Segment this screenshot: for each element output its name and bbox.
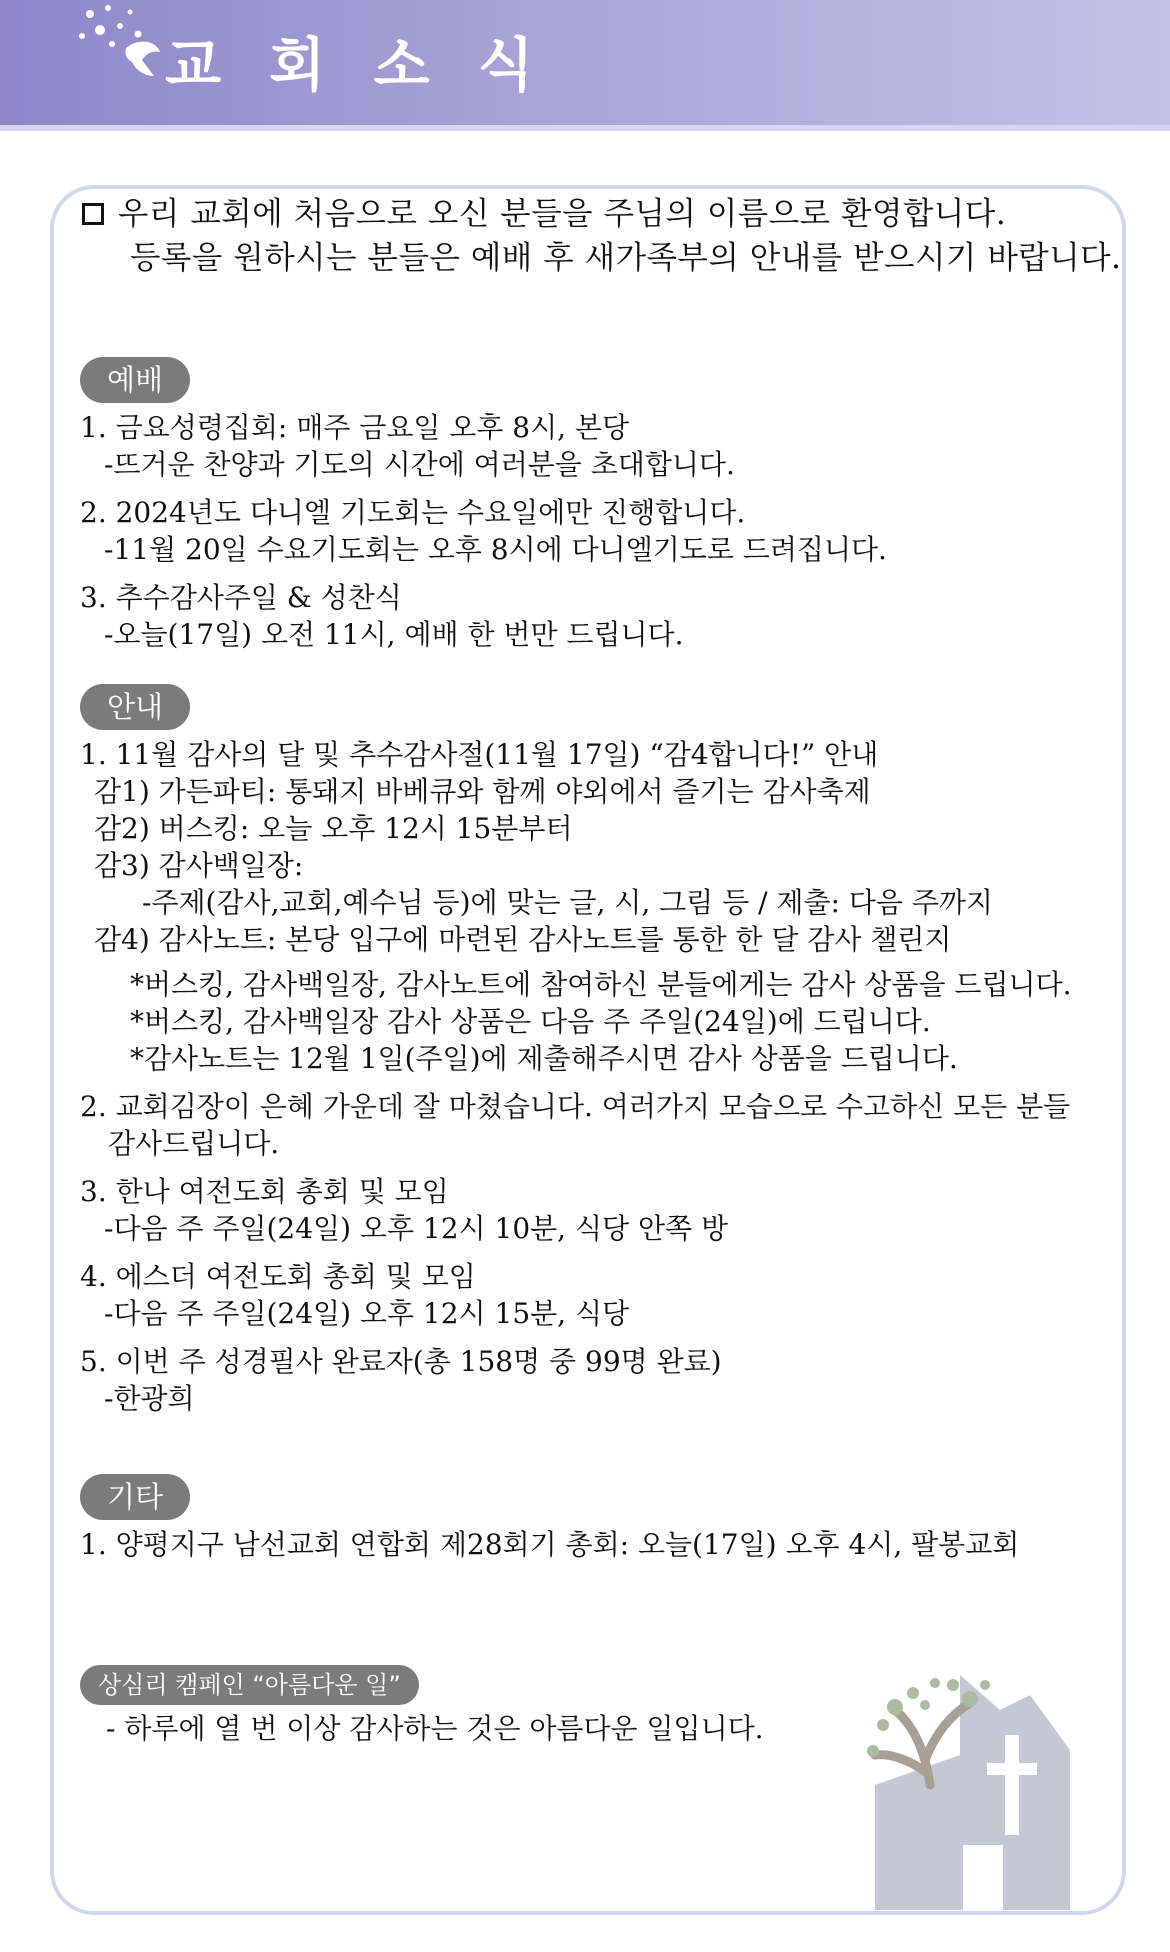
welcome-line-2: 등록을 원하시는 분들은 예배 후 새가족부의 안내를 받으시기 바랍니다. [130,240,1122,276]
welcome-message [82,192,1142,280]
worship-label: 예배 [80,357,190,403]
worship-item: 2. 2024년도 다니엘 기도회는 수요일에만 진행합니다. -11월 20일 수요기도회는 오후 8시에 다니엘기도로 드려집니다. [80,496,887,566]
etc-label: 기타 [80,1474,190,1520]
info-item: 5. 이번 주 성경필사 완료자(총 158명 중 99명 완료) -한광희 [80,1345,722,1415]
header-banner [0,0,1170,131]
info-label: 안내 [80,684,190,730]
worship-item: 3. 추수감사주일 & 성찬식 -오늘(17일) 오전 11시, 예배 한 번만 드립니다. [80,581,684,651]
info-item: 3. 한나 여전도회 총회 및 모임 -다음 주 주일(24일) 오후 12시 10분, 식당 안쪽 방 [80,1175,729,1245]
welcome-line-1: 우리 교회에 처음으로 오신 분들을 주님의 이름으로 환영합니다. [82,192,1142,236]
worship-item: 1. 금요성령집회: 매주 금요일 오후 8시, 본당 -뜨거운 찬양과 기도의 시간에 여러분을 초대합니다. [80,411,735,481]
page-title: 교 회 소 식 [165,31,548,99]
sparkle-dove-icon [38,0,168,110]
checkbox-square-icon [82,203,104,225]
info-section [80,684,1110,1428]
etc-section [80,1474,1110,1574]
info-item: 2. 교회김장이 은혜 가운데 잘 마쳤습니다. 여러가지 모습으로 수고하신 모든 분들 감사드립니다. [80,1090,1071,1160]
info-item: 1. 11월 감사의 달 및 추수감사절(11월 17일) “감4합니다!” 안내 감1) 가든파티: 통돼지 바베큐와 함께 야외에서 즐기는 감사축제 감2) 버스킹: 오늘 오후 12시 15분부터 감3) 감사백일장: -주제(감사,교회,예수님 등)에 맞는 글, 시, 그림 등 / 제출: 다음 주까지 감4) 감사노트: 본당 입구에 마련된 감사노트를 통한 한 달 감사 챌린지 *버스킹, 감사백일장, 감사노트에 참여하신 분들에게는 감사 상품을 드립니다. *버스킹, 감사백일장 감사 상품은 다음 주 주일(24일)에 드립니다. *감사노트는 12월 1일(주일)에 제출해주시면 감사 상품을 드립니다. [80,738,1072,1075]
campaign-text: - 하루에 열 번 이상 감사하는 것은 아름다운 일입니다. [106,1712,764,1745]
campaign-label: 상심리 캠페인 “아름다운 일” [80,1665,419,1705]
info-item: 4. 에스더 여전도회 총회 및 모임 -다음 주 주일(24일) 오후 12시 15분, 식당 [80,1260,630,1330]
etc-item: 1. 양평지구 남선교회 연합회 제28회기 총회: 오늘(17일) 오후 4시, 팔봉교회 [80,1528,1020,1561]
church-tree-icon [855,1655,1100,1915]
worship-section [80,357,1110,664]
